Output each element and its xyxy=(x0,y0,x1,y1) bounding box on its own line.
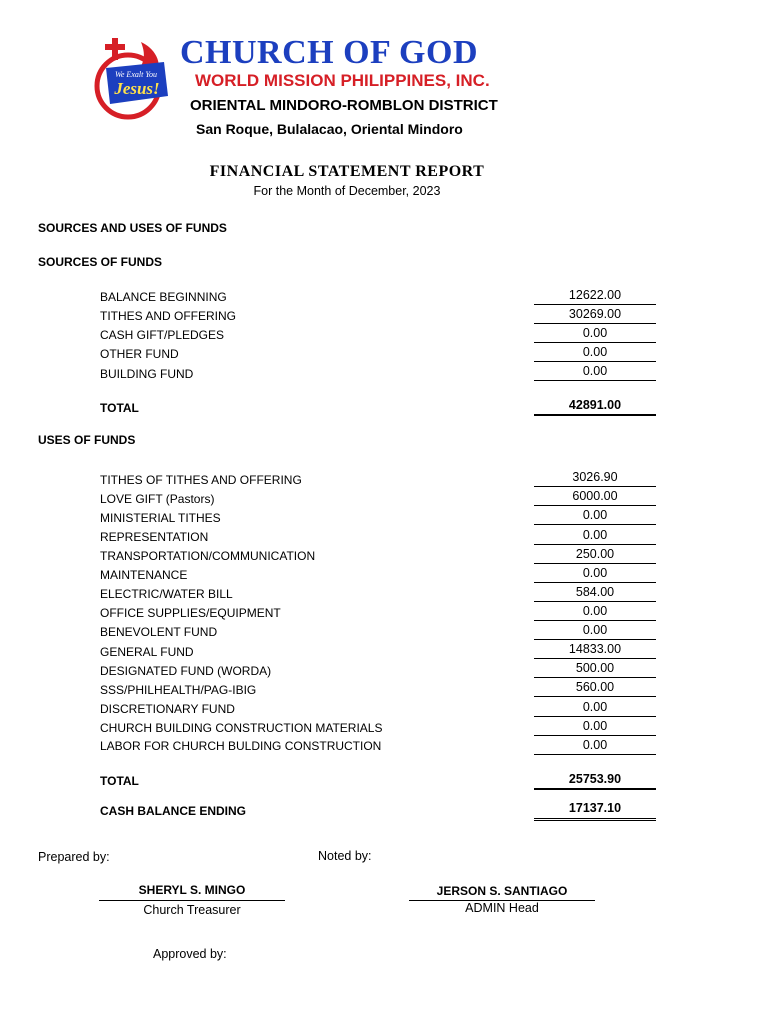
section-heading-sources-and-uses: SOURCES AND USES OF FUNDS xyxy=(38,221,227,235)
use-label: TRANSPORTATION/COMMUNICATION xyxy=(100,549,316,563)
use-amount: 0.00 xyxy=(534,737,656,755)
noter-name: JERSON S. SANTIAGO xyxy=(436,884,568,898)
use-label: TITHES OF TITHES AND OFFERING xyxy=(100,473,302,487)
district: ORIENTAL MINDORO-ROMBLON DISTRICT xyxy=(190,97,498,114)
org-name: CHURCH OF GOD xyxy=(180,34,479,71)
use-label: CHURCH BUILDING CONSTRUCTION MATERIALS xyxy=(100,721,383,735)
cash-balance-label: CASH BALANCE ENDING xyxy=(100,804,247,818)
use-label: MINISTERIAL TITHES xyxy=(100,511,221,525)
sources-total-label: TOTAL xyxy=(100,401,139,415)
use-label: MAINTENANCE xyxy=(100,568,188,582)
preparer-signature-line xyxy=(99,900,285,901)
cash-balance-amount: 17137.10 xyxy=(534,800,656,821)
use-label: DESIGNATED FUND (WORDA) xyxy=(100,664,272,678)
uses-total-label: TOTAL xyxy=(100,774,139,788)
use-amount: 6000.00 xyxy=(534,488,656,506)
use-amount: 500.00 xyxy=(534,660,656,678)
church-logo xyxy=(86,34,176,124)
use-amount: 14833.00 xyxy=(534,641,656,659)
use-amount: 0.00 xyxy=(534,699,656,717)
use-label: DISCRETIONARY FUND xyxy=(100,702,235,716)
source-label: OTHER FUND xyxy=(100,347,179,361)
use-amount: 0.00 xyxy=(534,527,656,545)
use-amount: 560.00 xyxy=(534,679,656,697)
sources-total-amount: 42891.00 xyxy=(534,397,656,416)
preparer-role: Church Treasurer xyxy=(143,903,241,917)
use-label: SSS/PHILHEALTH/PAG-IBIG xyxy=(100,683,257,697)
use-label: LOVE GIFT (Pastors) xyxy=(100,492,215,506)
use-label: BENEVOLENT FUND xyxy=(100,625,218,639)
use-label: REPRESENTATION xyxy=(100,530,209,544)
use-amount: 0.00 xyxy=(534,718,656,736)
preparer-name: SHERYL S. MINGO xyxy=(138,883,246,897)
noted-by-label: Noted by: xyxy=(318,849,372,863)
report-period: For the Month of December, 2023 xyxy=(253,184,441,198)
report-title: FINANCIAL STATEMENT REPORT xyxy=(209,163,485,180)
source-label: TITHES AND OFFERING xyxy=(100,309,237,323)
use-amount: 3026.90 xyxy=(534,469,656,487)
use-amount: 584.00 xyxy=(534,584,656,602)
use-label: LABOR FOR CHURCH BULDING CONSTRUCTION xyxy=(100,739,382,753)
address: San Roque, Bulalacao, Oriental Mindoro xyxy=(196,121,463,137)
use-label: GENERAL FUND xyxy=(100,645,194,659)
use-amount: 0.00 xyxy=(534,565,656,583)
use-amount: 0.00 xyxy=(534,603,656,621)
source-label: CASH GIFT/PLEDGES xyxy=(100,328,225,342)
source-label: BALANCE BEGINNING xyxy=(100,290,227,304)
use-label: ELECTRIC/WATER BILL xyxy=(100,587,233,601)
source-amount: 30269.00 xyxy=(534,306,656,324)
source-amount: 12622.00 xyxy=(534,287,656,305)
use-label: OFFICE SUPPLIES/EQUIPMENT xyxy=(100,606,281,620)
svg-text:We Exalt You: We Exalt You xyxy=(114,70,158,79)
source-amount: 0.00 xyxy=(534,325,656,343)
use-amount: 0.00 xyxy=(534,622,656,640)
source-label: BUILDING FUND xyxy=(100,367,194,381)
use-amount: 250.00 xyxy=(534,546,656,564)
uses-total-amount: 25753.90 xyxy=(534,771,656,790)
section-heading-uses: USES OF FUNDS xyxy=(38,433,136,447)
prepared-by-label: Prepared by: xyxy=(38,850,110,864)
source-amount: 0.00 xyxy=(534,363,656,381)
source-amount: 0.00 xyxy=(534,344,656,362)
noter-role: ADMIN Head xyxy=(465,901,539,915)
use-amount: 0.00 xyxy=(534,507,656,525)
section-heading-sources: SOURCES OF FUNDS xyxy=(38,255,163,269)
approved-by-label: Approved by: xyxy=(153,947,227,961)
org-subtitle: WORLD MISSION PHILIPPINES, INC. xyxy=(195,71,490,90)
svg-text:Jesus!: Jesus! xyxy=(114,79,160,98)
